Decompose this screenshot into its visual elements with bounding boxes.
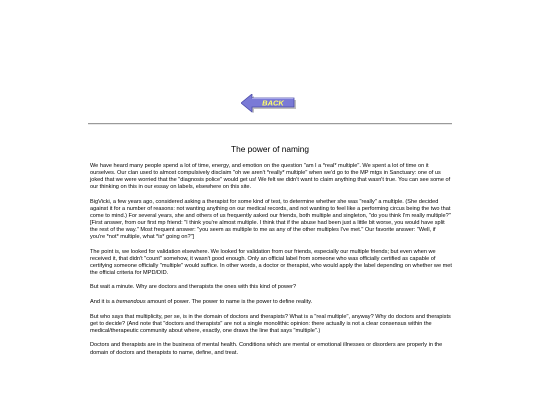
back-button[interactable] xyxy=(241,94,297,113)
paragraph-5-end: amount of power. The power to name is the power to define reality. xyxy=(145,299,313,306)
paragraph-5 xyxy=(90,299,452,306)
page-title: The power of naming xyxy=(231,144,309,154)
paragraph-5-emphasis: tremendous xyxy=(116,299,146,306)
navigation-area xyxy=(0,0,540,124)
paragraph-4: But wait a minute. Why are doctors and therapists the ones with this kind of power? xyxy=(90,284,297,291)
paragraph-7: Doctors and therapists are in the business of mental health. Conditions which are mental or emotional illnesses or disorders are properly in the domain of doctors and therapists to name, define, and treat. xyxy=(90,342,443,356)
horizontal-rule xyxy=(88,123,452,125)
paragraph-6: But who says that multiplicity, per se, is in the domain of doctors and therapists? What is a "real multiple", anyway? Why do doctors and therapists get to decide? (And note that "doctors and therapists" are not a single monolithic opinion: there actually is not a clear consensus within the medical/therapeutic community about where, exactly, one draws the line that says "multiple".) xyxy=(90,313,451,334)
paragraph-5-start: And it is a xyxy=(90,299,117,306)
article-body xyxy=(90,163,452,364)
back-arrow-icon xyxy=(241,94,297,113)
paragraph-1: We have heard many people spend a lot of time, energy, and emotion on the question "am I a *real* multiple". We spent a lot of time on it ourselves. Our clan used to almost compulsively disclaim "oh we aren't *really* multiple" when we'd go to the MP mtgs in Sanctuary: one of us joked that we were worried that the "diagnosis police" would get us! We felt we didn't want to claim anything that wasn't true. You can see some of our thinking on this in our essay on labels, elsewhere on this site. xyxy=(90,163,451,191)
paragraph-3: The point is, we looked for validation elsewhere. We looked for validation from our friends, especially our multiple friends; but even when we received it, that didn't "count" somehow, it wasn't good enough. Only an official label from someone who was officially certified as capable of certifying someone officially "multiple" would suffice. In other words, a doctor or therapist, who would apply the label depending on whether we met the official criteria for MPD/DID. xyxy=(90,248,452,276)
paragraph-2: BigVicki, a few years ago, considered asking a therapist for some kind of test, to determine whether she was "really" a multiple. (She decided against it for a number of reasons: not wanting anything on our medical records, and not wanting to feel like a performing circus being the two that come to mind.) For several years, she and others of us frequently asked our friends, both multiple and singleton, "do you think I'm really multiple?" [First answer, from our first mp friend: "I think you're almost multiple. I think that if the abuse had been just a little bit worse, you would have split the rest of the way." Most frequent answer: "you seem as multiple to me as any of the other multiples I've met." Our favorite answer: "Well, if you're *not* multiple, what *is* going on?"] xyxy=(90,198,451,241)
back-label: BACK xyxy=(262,98,284,108)
